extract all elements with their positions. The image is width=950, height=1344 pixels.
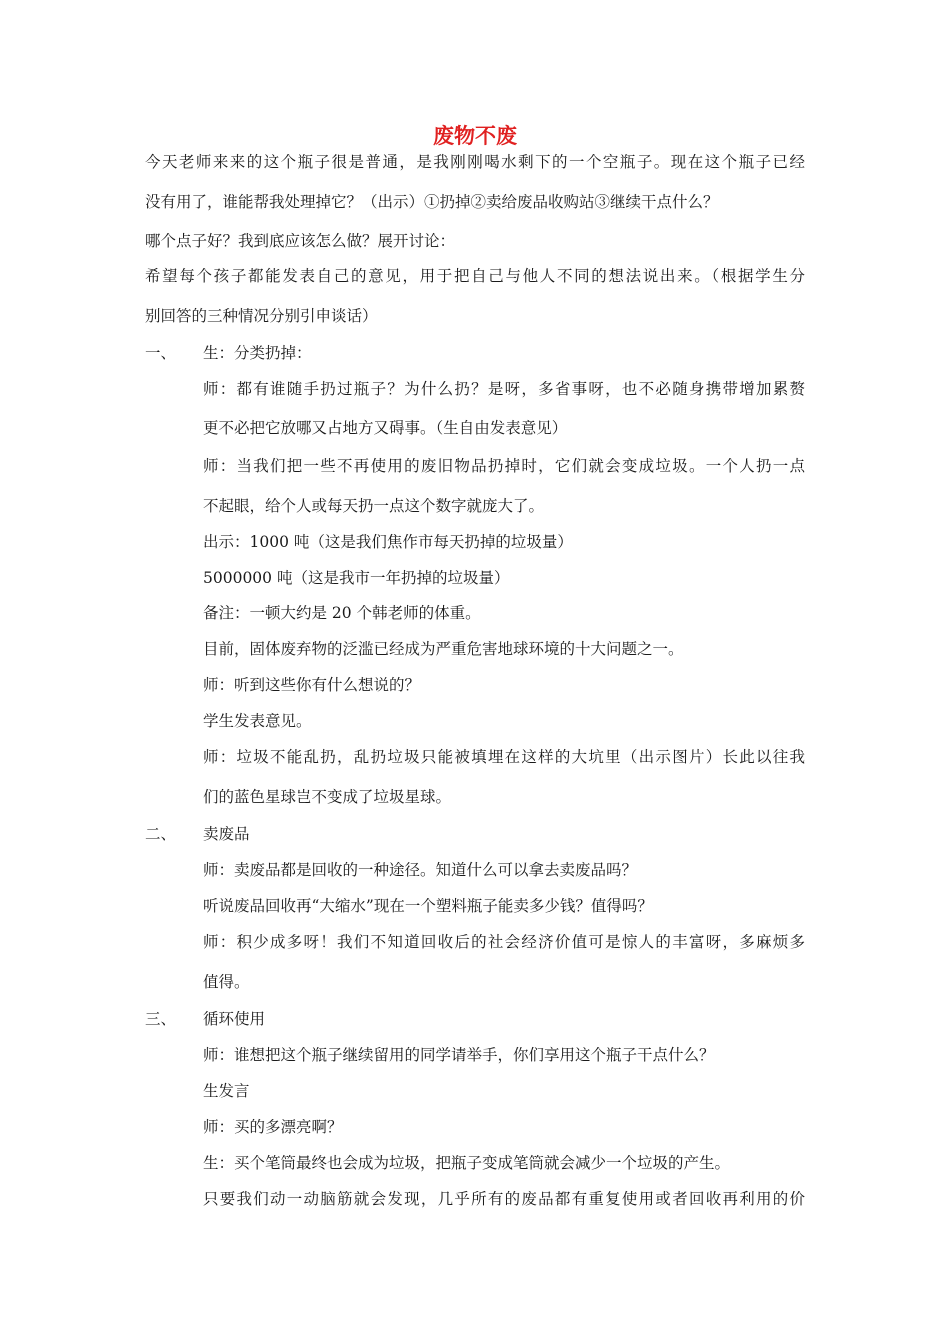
body-line: 师：积少成多呀！我们不知道回收后的社会经济价值可是惊人的丰富呀，多麻烦多 (203, 933, 805, 951)
body-line: 备注：一顿大约是 20 个韩老师的体重。 (203, 604, 481, 622)
document-title: 废物不废 (433, 124, 517, 148)
body-line: 目前，固体废弃物的泛滥已经成为严重危害地球环境的十大问题之一。 (203, 640, 684, 658)
body-line: 师：听到这些你有什么想说的？ (203, 676, 421, 694)
body-line: 师：都有谁随手扔过瓶子？为什么扔？是呀，多省事呀，也不必随身携带增加累赘 (203, 380, 805, 398)
section-heading: 生：分类扔掉： (203, 344, 312, 362)
section-heading: 卖废品 (203, 825, 250, 843)
body-line: 师：谁想把这个瓶子继续留用的同学请举手，你们享用这个瓶子干点什么？ (203, 1046, 715, 1064)
body-line: 5000000 吨（这是我市一年扔掉的垃圾量） (203, 569, 510, 587)
body-line: 不起眼，给个人或每天扔一点这个数字就庞大了。 (203, 497, 545, 515)
section-number: 二、 (145, 825, 177, 843)
section-number: 一、 (145, 344, 177, 362)
intro-line: 今天老师来来的这个瓶子很是普通，是我刚刚喝水剩下的一个空瓶子。现在这个瓶子已经 (145, 153, 805, 171)
body-line: 学生发表意见。 (203, 712, 312, 730)
intro-line: 希望每个孩子都能发表自己的意见，用于把自己与他人不同的想法说出来。（根据学生分 (145, 267, 805, 285)
body-line: 只要我们动一动脑筋就会发现，几乎所有的废品都有重复使用或者回收再利用的价 (203, 1190, 805, 1208)
body-line: 师：卖废品都是回收的一种途径。知道什么可以拿去卖废品吗？ (203, 861, 638, 879)
body-line: 师：买的多漂亮啊？ (203, 1118, 343, 1136)
body-line: 生：买个笔筒最终也会成为垃圾，把瓶子变成笔筒就会减少一个垃圾的产生。 (203, 1154, 731, 1172)
body-line: 们的蓝色星球岂不变成了垃圾星球。 (203, 788, 452, 806)
body-line: 师：垃圾不能乱扔，乱扔垃圾只能被填埋在这样的大坑里（出示图片）长此以往我 (203, 748, 805, 766)
body-line: 听说废品回收再“大缩水”现在一个塑料瓶子能卖多少钱？值得吗？ (203, 897, 653, 915)
body-line: 值得。 (203, 973, 250, 991)
body-line: 师：当我们把一些不再使用的废旧物品扔掉时，它们就会变成垃圾。一个人扔一点 (203, 457, 805, 475)
section-heading: 循环使用 (203, 1010, 266, 1028)
section-number: 三、 (145, 1010, 177, 1028)
intro-line: 没有用了，谁能帮我处理掉它？（出示）①扔掉②卖给废品收购站③继续干点什么？ (145, 193, 719, 211)
intro-line: 别回答的三种情况分别引申谈话） (145, 307, 378, 325)
body-line: 生发言 (203, 1082, 250, 1100)
intro-line: 哪个点子好？我到底应该怎么做？展开讨论： (145, 232, 456, 250)
body-line: 更不必把它放哪又占地方又碍事。（生自由发表意见） (203, 419, 568, 437)
body-line: 出示：1000 吨（这是我们焦作市每天扔掉的垃圾量） (203, 533, 573, 551)
